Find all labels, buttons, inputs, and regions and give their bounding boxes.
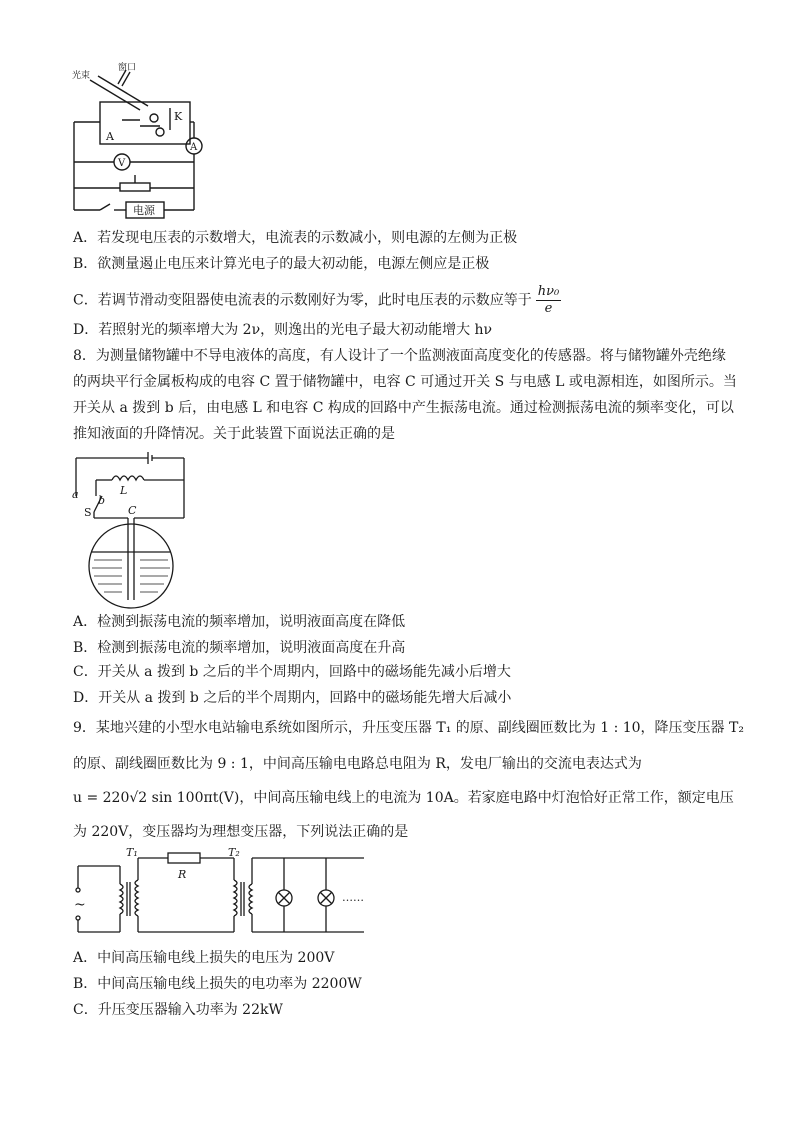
q8-stem-line-4: 推知液面的升降情况。关于此装置下面说法正确的是	[73, 426, 395, 442]
switch-terminal-b-label: b	[98, 494, 106, 507]
resistor-label: R	[178, 868, 187, 881]
voltmeter-label: V	[118, 158, 126, 169]
switch-terminal-a-label: a	[72, 488, 79, 501]
q7-option-a: A．若发现电压表的示数增大，电流表的示数减小，则电源的左侧为正极	[73, 230, 518, 246]
transformer-t2-label: T₂	[228, 846, 240, 859]
photoelectric-circuit-figure	[70, 62, 230, 222]
q7-option-c	[73, 284, 561, 317]
q9-stem-line-2: 的原、副线圈匝数比为 9 : 1，中间高压输电电路总电阻为 R，发电厂输出的交流电表达式为	[73, 756, 642, 772]
q9-option-b: B．中间高压输电线上损失的电功率为 2200W	[73, 976, 362, 992]
ac-source-symbol: ~	[74, 897, 86, 913]
power-source-label: 电源	[133, 204, 155, 217]
q8-stem-line-1: 8．为测量储物罐中不导电液体的高度，有人设计了一个监测液面高度变化的传感器。将与储物罐外壳绝缘	[73, 348, 726, 364]
ammeter-label: A	[190, 142, 198, 153]
q9-stem-line-1: 9．某地兴建的小型水电站输电系统如图所示，升压变压器 T₁ 的原、副线圈匝数比为 1 : 10，降压变压器 T₂	[73, 720, 744, 736]
q7-option-b: B．欲测量遏止电压来计算光电子的最大初动能，电源左侧应是正极	[73, 256, 490, 272]
q7-option-d: D．若照射光的频率增大为 2ν，则逸出的光电子最大初动能增大 hν	[73, 322, 493, 338]
lc-tank-sensor-figure	[72, 450, 192, 610]
cathode-label: K	[174, 110, 183, 123]
q8-option-d: D．开关从 a 拨到 b 之后的半个周期内，回路中的磁场能先增大后减小	[73, 690, 512, 706]
q9-option-c: C．升压变压器输入功率为 22kW	[73, 1002, 283, 1018]
capacitor-label: C	[128, 504, 137, 517]
q8-option-a: A．检测到振荡电流的频率增加，说明液面高度在降低	[73, 614, 406, 630]
q9-stem-line-3: u = 220√2 sin 100πt(V)，中间高压输电线上的电流为 10A。若家庭电路中灯泡恰好正常工作，额定电压	[73, 790, 734, 806]
q8-stem-line-3: 开关从 a 拨到 b 后，由电感 L 和电容 C 构成的回路中产生振荡电流。通过检测振荡电流的频率变化，可以	[73, 400, 734, 416]
transformer-t1-label: T₁	[126, 846, 138, 859]
q7-option-c-fraction: $\frac{\text{hν₀}}{e}$	[537, 284, 560, 316]
light-beam-label: 光束	[72, 71, 91, 81]
q9-option-a: A．中间高压输电线上损失的电压为 200V	[73, 950, 335, 966]
q8-option-b: B．检测到振荡电流的频率增加，说明液面高度在升高	[73, 640, 406, 656]
more-lamps-dots: ……	[342, 891, 364, 904]
q8-stem-line-2: 的两块平行金属板构成的电容 C 置于储物罐中，电容 C 可通过开关 S 与电感 L 或电源相连，如图所示。当	[73, 374, 737, 390]
anode-label: A	[106, 130, 114, 143]
inductor-label: L	[120, 484, 128, 497]
q8-option-c: C．开关从 a 拨到 b 之后的半个周期内，回路中的磁场能先减小后增大	[73, 664, 511, 680]
window-label: 窗口	[118, 63, 137, 73]
q7-option-c-text: C．若调节滑动变阻器使电流表的示数刚好为零，此时电压表的示数应等于	[73, 292, 532, 309]
switch-label: S	[84, 506, 92, 519]
power-transmission-figure	[72, 846, 372, 946]
q9-stem-line-4: 为 220V，变压器均为理想变压器，下列说法正确的是	[73, 824, 409, 840]
